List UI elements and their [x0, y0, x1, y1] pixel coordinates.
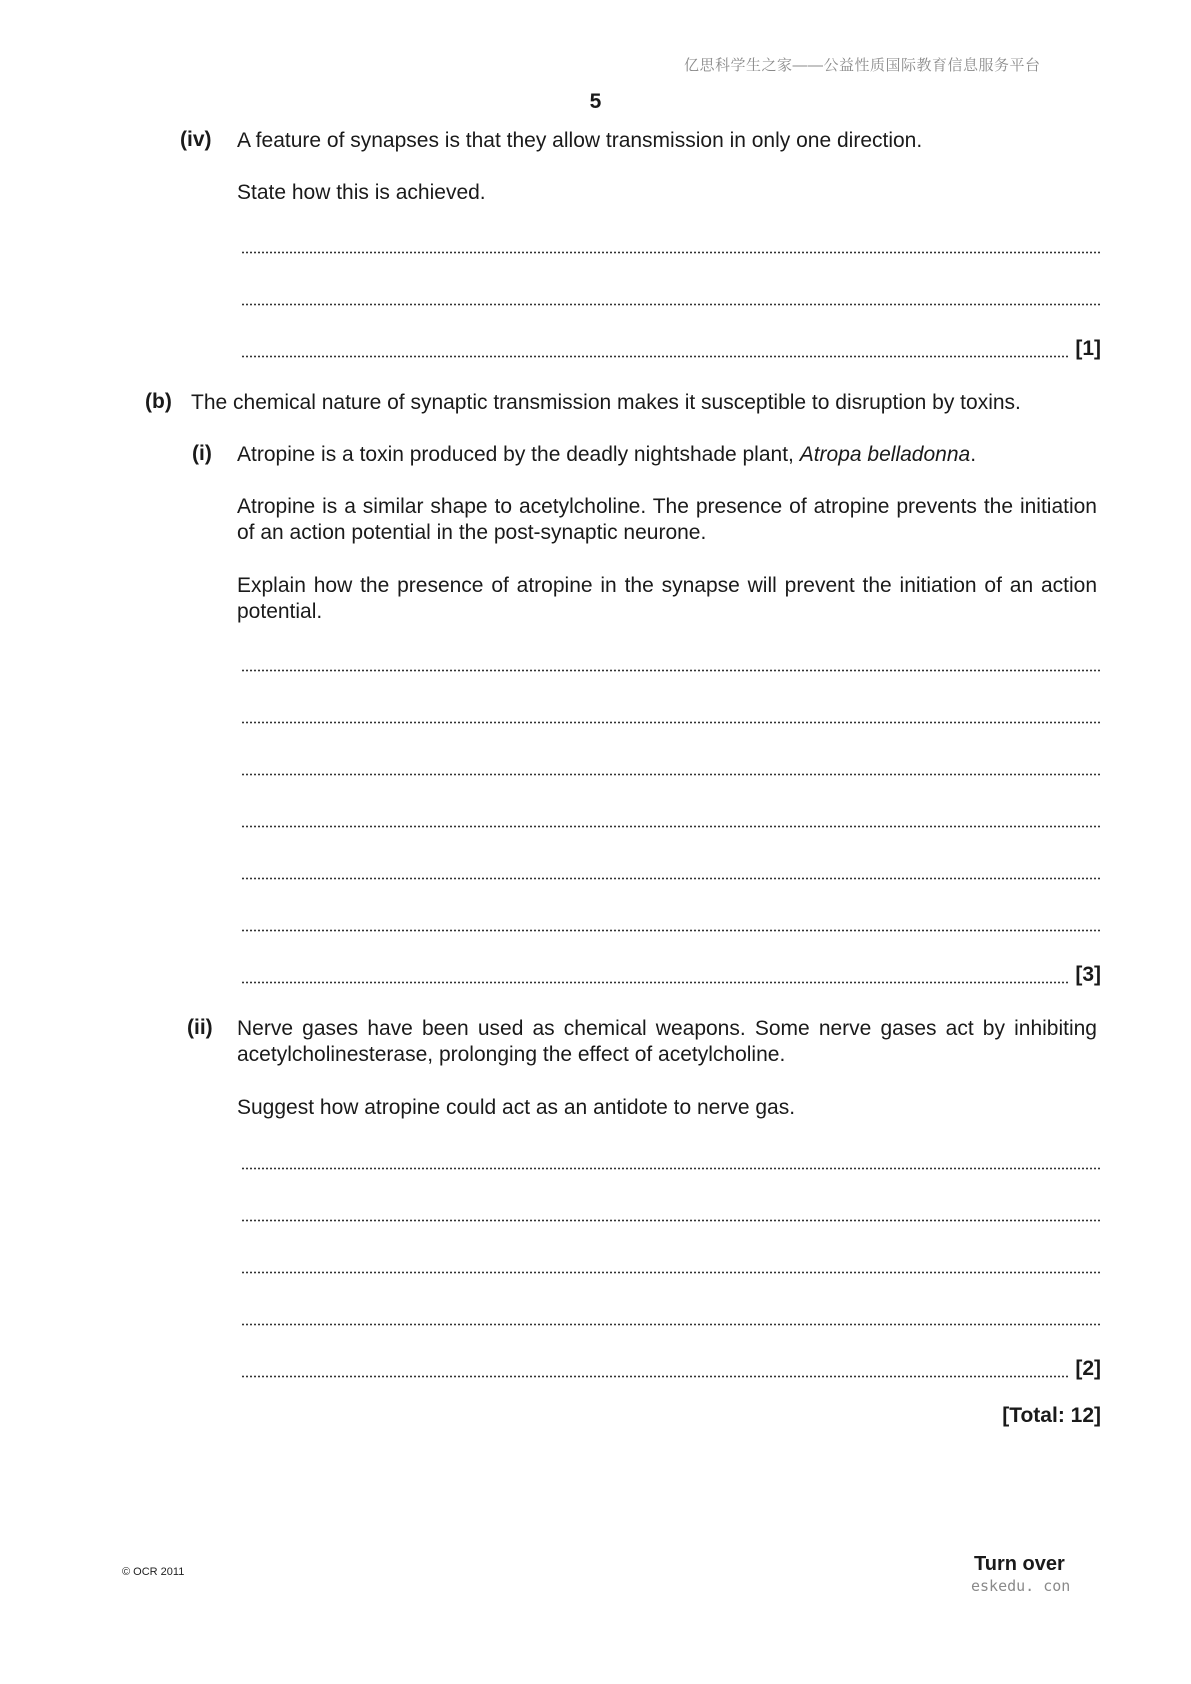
answer-line[interactable] — [241, 962, 1101, 988]
question-b-i-text: Atropine is a toxin produced by the deadly nightshade plant, Atropa belladonna. — [237, 443, 977, 466]
answer-line[interactable] — [241, 1148, 1101, 1174]
mark-allocation: [3] — [1075, 963, 1101, 986]
question-b-ii-label: (ii) — [187, 1016, 213, 1039]
answer-line[interactable] — [241, 858, 1101, 884]
question-iv-text: A feature of synapses is that they allow transmission in only one direction. — [237, 129, 923, 152]
footer-copyright: © OCR 2011 — [122, 1566, 185, 1578]
question-b-ii-para2: Suggest how atropine could act as an antidote to nerve gas. — [237, 1096, 796, 1119]
question-iv-label: (iv) — [180, 128, 212, 151]
answer-line[interactable] — [241, 232, 1101, 258]
question-b-label: (b) — [145, 390, 172, 413]
answer-line[interactable] — [241, 284, 1101, 310]
answer-line[interactable] — [241, 1252, 1101, 1278]
species-name: Atropa belladonna — [799, 443, 971, 466]
question-b-i-label: (i) — [192, 442, 212, 465]
answer-line[interactable] — [241, 910, 1101, 936]
answer-line[interactable] — [241, 1356, 1101, 1382]
question-iv-prompt: State how this is achieved. — [237, 181, 486, 204]
watermark-top: 亿思科学生之家——公益性质国际教育信息服务平台 — [684, 57, 1041, 74]
question-b-text: The chemical nature of synaptic transmission makes it susceptible to disruption by toxins. — [191, 391, 1021, 414]
mark-allocation: [1] — [1075, 337, 1101, 360]
page-number: 5 — [589, 90, 602, 113]
answer-line[interactable] — [241, 806, 1101, 832]
total-marks: [Total: 12] — [1002, 1404, 1101, 1427]
mark-allocation: [2] — [1075, 1357, 1101, 1380]
question-b-ii-para1: Nerve gases have been used as chemical weapons. Some nerve gases act by inhibiting acetylcholinesterase, prolonging the effect of acetylcholine. — [237, 1017, 1097, 1066]
answer-line[interactable] — [241, 702, 1101, 728]
watermark-bottom: eskedu. con — [971, 1577, 1071, 1595]
answer-line[interactable] — [241, 650, 1101, 676]
answer-line[interactable] — [241, 1304, 1101, 1330]
answer-line[interactable] — [241, 336, 1101, 362]
turn-over: Turn over — [974, 1553, 1065, 1575]
question-b-i-para1: Atropine is a similar shape to acetylcholine. The presence of atropine prevents the initiation of an action potential in the post-synaptic neurone. — [237, 495, 1097, 544]
answer-line[interactable] — [241, 1200, 1101, 1226]
question-b-i-para2: Explain how the presence of atropine in the synapse will prevent the initiation of an action potential. — [237, 574, 1097, 623]
answer-line[interactable] — [241, 754, 1101, 780]
